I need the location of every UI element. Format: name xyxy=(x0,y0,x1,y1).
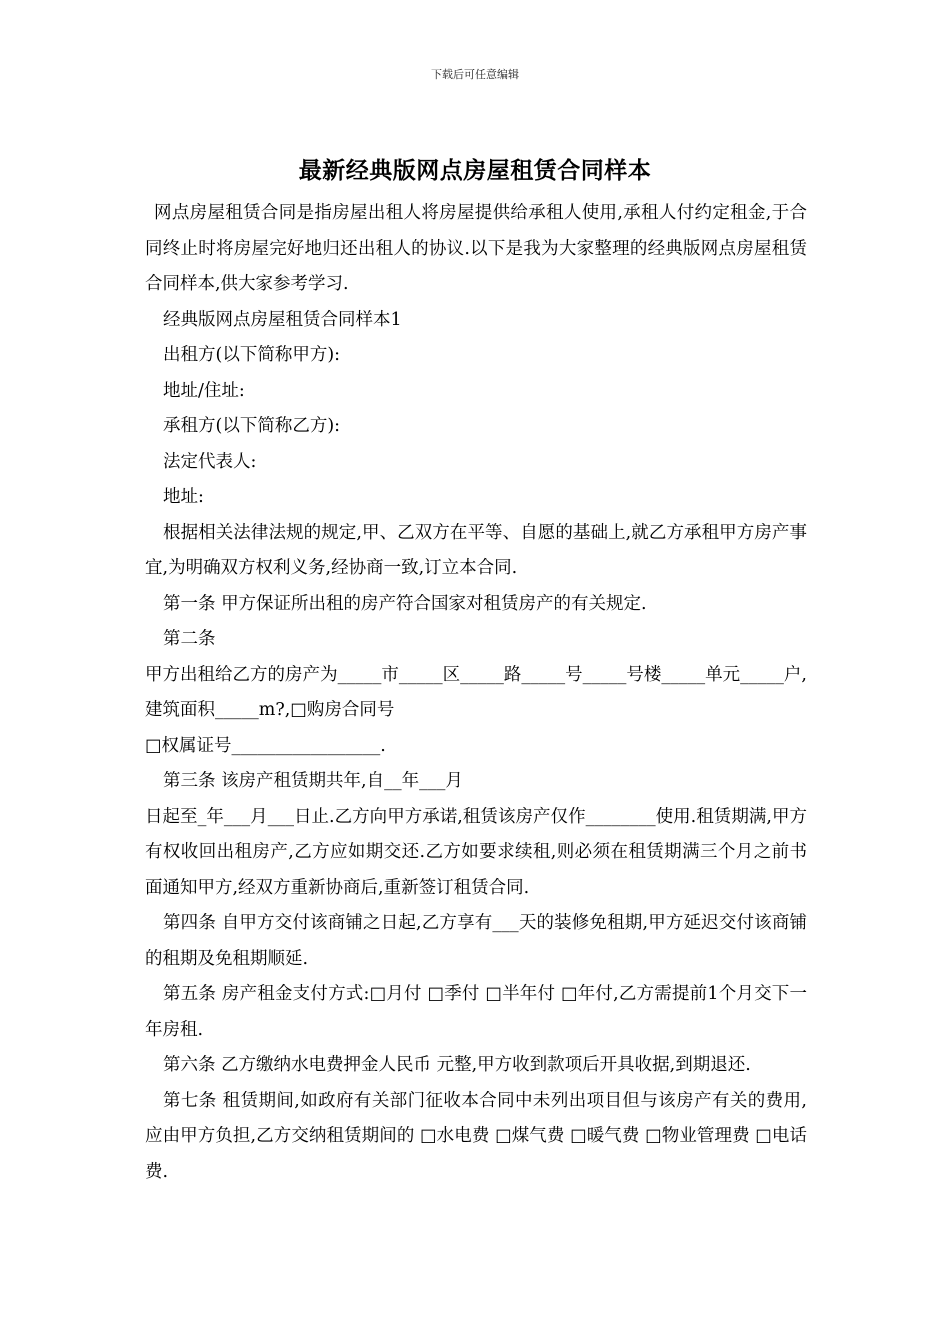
article-7: 第七条 租赁期间,如政府有关部门征收本合同中未列出项目但与该房产有关的费用,应由甲方负担,乙方交纳租赁期间的 □水电费 □煤气费 □暖气费 □物业管理费 □电话费. xyxy=(145,1090,807,1182)
document-title: 最新经典版网点房屋租赁合同样本 xyxy=(298,157,652,184)
article-6: 第六条 乙方缴纳水电费押金人民币 元整,甲方收到款项后开具收据,到期退还. xyxy=(163,1055,751,1075)
intro-paragraph: 网点房屋租赁合同是指房屋出租人将房屋提供给承租人使用,承租人付约定租金,于合同终止时将房屋完好地归还出租人的协议.以下是我为大家整理的经典版网点房屋租赁合同样本,供大家参考学习. xyxy=(145,203,807,294)
article-2-certificate: □权属证号_________________. xyxy=(145,735,386,756)
article-2-property: 甲方出租给乙方的房产为_____市_____区_____路_____号_____号楼_____单元_____户,建筑面积_____m?,□购房合同号 xyxy=(145,664,807,720)
legal-representative-line: 法定代表人: xyxy=(163,451,257,472)
article-4: 第四条 自甲方交付该商铺之日起,乙方享有___天的装修免租期,甲方延迟交付该商铺的租期及免租期顺延. xyxy=(145,913,807,969)
document-body xyxy=(145,196,807,1190)
article-1: 第一条 甲方保证所出租的房产符合国家对租赁房产的有关规定. xyxy=(163,593,647,614)
lessor-line: 出租方(以下简称甲方): xyxy=(163,345,341,365)
lessee-line: 承租方(以下简称乙方): xyxy=(163,416,341,436)
article-3-heading: 第三条 该房产租赁期共年,自__年___月 xyxy=(163,771,463,791)
header-note: 下载后可任意编辑 xyxy=(431,68,519,81)
lessor-address-line: 地址/住址: xyxy=(163,380,245,401)
lessee-address-line: 地址: xyxy=(163,487,204,507)
sample-heading: 经典版网点房屋租赁合同样本1 xyxy=(163,309,402,330)
article-3-body: 日起至_年___月___日止.乙方向甲方承诺,租赁该房产仅作________使用.租赁期满,甲方有权收回出租房产,乙方应如期交还.乙方如要求续租,则必须在租赁期满三个月之前书面通知甲方,经双方重新协商后,重新签订租赁合同. xyxy=(145,806,807,898)
article-2-heading: 第二条 xyxy=(163,629,216,649)
preamble-paragraph: 根据相关法律法规的规定,甲、乙双方在平等、自愿的基础上,就乙方承租甲方房产事宜,为明确双方权利义务,经协商一致,订立本合同. xyxy=(145,522,807,578)
article-5: 第五条 房产租金支付方式:□月付 □季付 □半年付 □年付,乙方需提前1个月交下一年房租. xyxy=(145,984,807,1040)
